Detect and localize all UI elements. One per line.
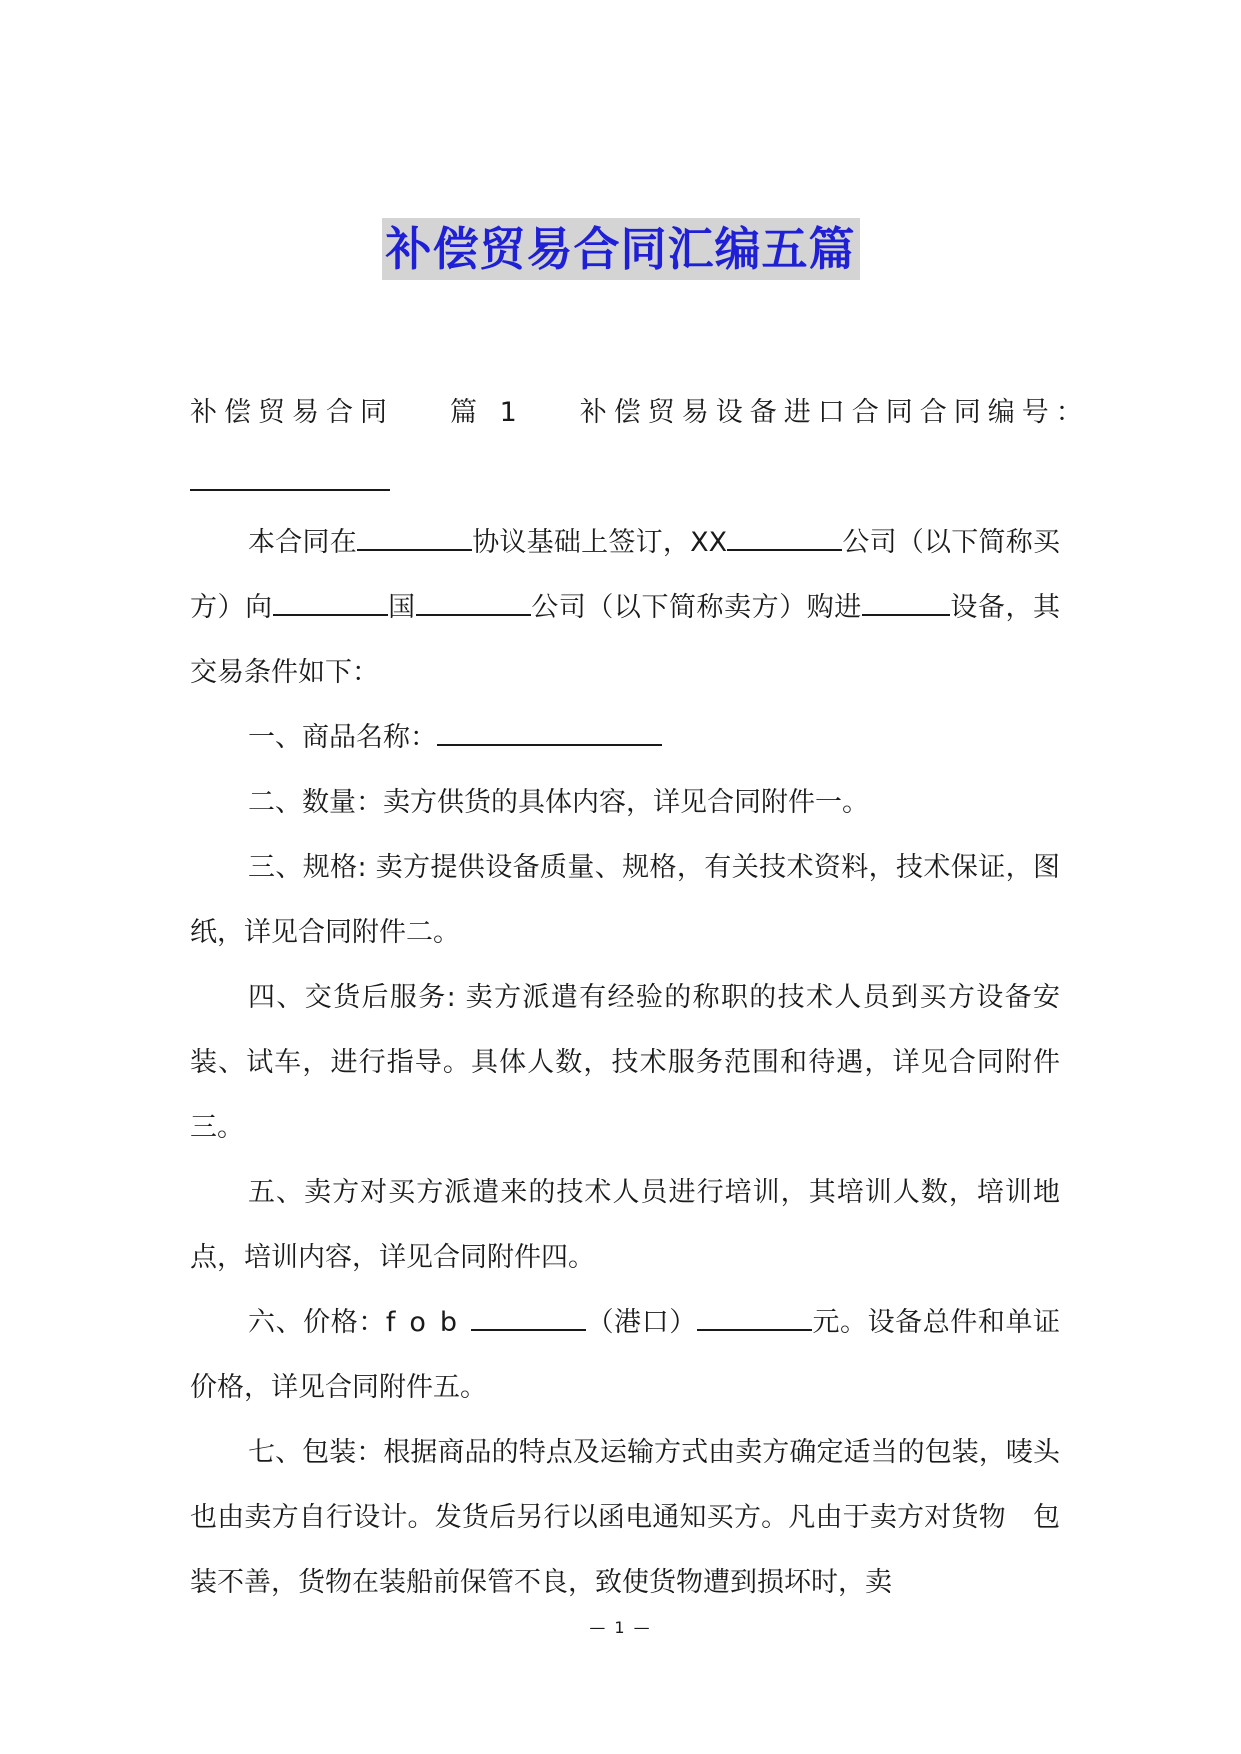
item-6-text-a: 六、价格： bbox=[248, 1307, 386, 1338]
intro-text-c: 公司（以下简称买方）向 bbox=[190, 527, 1060, 623]
document-body bbox=[190, 380, 1090, 1615]
heading-part-3: 补偿贸易设备进口合同合同编号： bbox=[579, 397, 1090, 428]
item-6-paragraph bbox=[190, 1290, 1060, 1420]
item-6-text-c: 元。设备总件和单证价格，详见合同附件五。 bbox=[190, 1307, 1061, 1403]
intro-paragraph bbox=[190, 510, 1060, 705]
blank-field bbox=[437, 722, 662, 746]
contract-number-blank bbox=[190, 445, 1060, 510]
intro-text-b: 协议基础上签订，XX bbox=[471, 527, 728, 558]
blank-field bbox=[697, 1307, 812, 1331]
contract-number-line bbox=[190, 489, 390, 491]
blank-field bbox=[862, 592, 950, 616]
page-number: — 1 — bbox=[589, 1618, 652, 1637]
blank-field bbox=[471, 1307, 586, 1331]
item-2-paragraph: 二、数量：卖方供货的具体内容，详见合同附件一。 bbox=[248, 787, 869, 818]
heading-part-2: 篇 1 bbox=[450, 397, 524, 428]
intro-text-d: 国 bbox=[387, 592, 416, 623]
item-3-paragraph: 三、规格: 卖方提供设备质量、规格，有关技术资料，技术保证，图纸，详见合同附件二。 bbox=[190, 852, 1060, 948]
item-1-paragraph bbox=[190, 705, 1060, 770]
item-6-text-b: （港口） bbox=[586, 1307, 697, 1338]
item-5-paragraph: 五、卖方对买方派遣来的技术人员进行培训，其培训人数，培训地点，培训内容，详见合同附件四。 bbox=[190, 1177, 1060, 1273]
blank-field bbox=[357, 527, 472, 551]
intro-text-f: 设备，其交易条件如下： bbox=[190, 592, 1061, 688]
heading-part-1: 补偿贸易合同 bbox=[190, 397, 394, 428]
intro-text-a: 本合同在 bbox=[248, 527, 357, 558]
blank-field bbox=[727, 527, 842, 551]
title-container bbox=[0, 218, 1241, 280]
document-title: 补偿贸易合同汇编五篇 bbox=[382, 218, 860, 280]
item-6-fob: fob bbox=[385, 1307, 472, 1338]
item-1-text: 一、商品名称： bbox=[248, 722, 437, 753]
blank-field bbox=[416, 592, 531, 616]
item-7-paragraph: 七、包装：根据商品的特点及运输方式由卖方确定适当的包装，唛头也由卖方自行设计。发货后另行以函电通知买方。凡由于卖方对货物 包装不善，货物在装船前保管不良，致使货物遭到损坏时，卖 bbox=[190, 1437, 1060, 1598]
blank-field bbox=[273, 592, 388, 616]
intro-text-e: 公司（以下简称卖方）购进 bbox=[530, 592, 862, 623]
item-4-paragraph: 四、交货后服务: 卖方派遣有经验的称职的技术人员到买方设备安装、试车，进行指导。具体人数，技术服务范围和待遇，详见合同附件 三。 bbox=[190, 982, 1087, 1143]
section-heading bbox=[190, 380, 1090, 445]
